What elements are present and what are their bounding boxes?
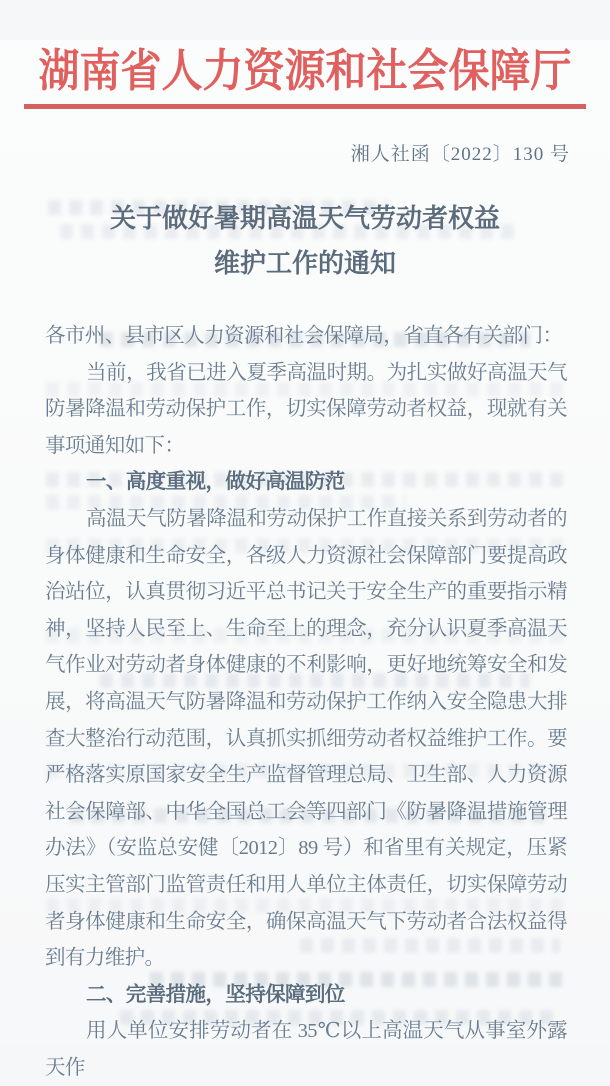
section-1-heading: 一、高度重视，做好高温防范 xyxy=(86,470,345,494)
letterhead-title: 湖南省人力资源和社会保障厅 xyxy=(38,45,572,97)
letterhead-divider xyxy=(24,104,586,109)
section-2-paragraph: 用人单位安排劳动者在 35℃以上高温天气从事室外露天作 xyxy=(45,1020,567,1079)
document-page xyxy=(0,40,610,1079)
document-title-line-1: 关于做好暑期高温天气劳动者权益 xyxy=(109,204,500,233)
intro-paragraph: 当前，我省已进入夏季高温时期。为扎实做好高温天气防暑降温和劳动保护工作，切实保障劳动者权益，现就有关事项通知如下： xyxy=(45,361,567,457)
document-number: 湘人社函〔2022〕130 号 xyxy=(350,144,570,165)
section-1-paragraph: 高温天气防暑降温和劳动保护工作直接关系到劳动者的身体健康和生命安全，各级人力资源社会保障部门要提高政治站位，认真贯彻习近平总书记关于安全生产的重要指示精神，坚持人民至上、生命至上的理念，充分认识夏季高温天气作业对劳动者身体健康的不利影响，更好地统筹安全和发展，将高温天气防暑降温和劳动保护工作纳入安全隐患大排查大整治行动范围，认真抓实抓细劳动者权益维护工作。要严格落实原国家安全生产监督管理总局、卫生部、人力资源社会保障部、中华全国总工会等四部门《防暑降温措施管理办法》（安监总安健〔2012〕89 号）和省里有关规定，压紧压实主管部门监管责任和用人单位主体责任，切实保障劳动者身体健康和生命安全，确保高温天气下劳动者合法权益得到有力维护。 xyxy=(45,507,567,970)
section-2-heading: 二、完善措施，坚持保障到位 xyxy=(86,982,345,1006)
document-title xyxy=(0,196,610,286)
document-title-line-2: 维护工作的通知 xyxy=(213,249,396,278)
document-body xyxy=(0,318,610,1086)
salutation-line: 各市州、县市区人力资源和社会保障局，省直各有关部门： xyxy=(45,325,563,347)
